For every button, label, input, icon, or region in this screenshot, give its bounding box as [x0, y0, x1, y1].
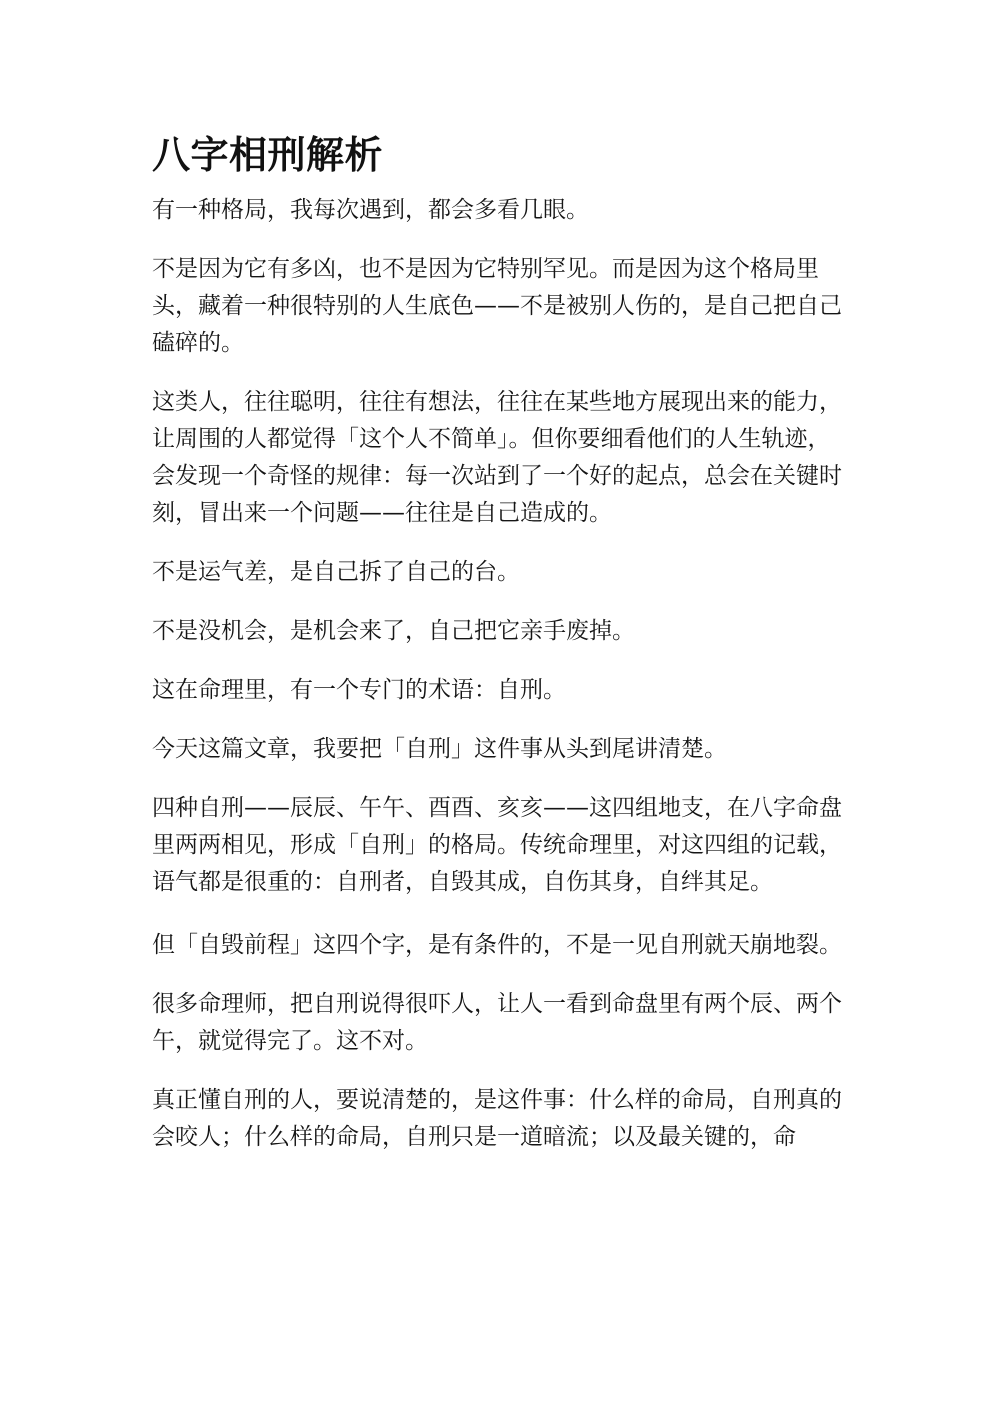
- paragraph-11: 真正懂自刑的人，要说清楚的，是这件事：什么样的命局，自刑真的会咬人；什么样的命局，自刑只是一道暗流；以及最关键的，命: [152, 1087, 842, 1150]
- paragraph-10: 很多命理师，把自刑说得很吓人，让人一看到命盘里有两个辰、两个午，就觉得完了。这不对。: [152, 991, 842, 1054]
- paragraph-1: 有一种格局，我每次遇到，都会多看几眼。: [152, 197, 589, 223]
- paragraph-4: 不是运气差，是自己拆了自己的台。: [152, 559, 520, 585]
- paragraph-3: 这类人，往往聪明，往往有想法，往往在某些地方展现出来的能力，让周围的人都觉得「这个人不简单」。但你要细看他们的人生轨迹，会发现一个奇怪的规律：每一次站到了一个好的起点，总会在关键时刻，冒出来一个问题——往往是自己造成的。: [152, 389, 842, 526]
- article-body: [152, 130, 852, 1178]
- paragraph-5: 不是没机会，是机会来了，自己把它亲手废掉。: [152, 618, 635, 644]
- article-title: 八字相刑解析: [152, 133, 384, 177]
- paragraph-9: 但「自毁前程」这四个字，是有条件的，不是一见自刑就天崩地裂。: [152, 932, 842, 958]
- paragraph-2: 不是因为它有多凶，也不是因为它特别罕见。而是因为这个格局里头，藏着一种很特别的人生底色——不是被别人伤的，是自己把自己磕碎的。: [152, 256, 842, 356]
- paragraph-7: 今天这篇文章，我要把「自刑」这件事从头到尾讲清楚。: [152, 736, 727, 762]
- paragraph-6: 这在命理里，有一个专门的术语：自刑。: [152, 677, 566, 703]
- paragraph-8: 四种自刑——辰辰、午午、酉酉、亥亥——这四组地支，在八字命盘里两两相见，形成「自刑」的格局。传统命理里，对这四组的记载，语气都是很重的：自刑者，自毁其成，自伤其身，自绊其足。: [152, 795, 842, 895]
